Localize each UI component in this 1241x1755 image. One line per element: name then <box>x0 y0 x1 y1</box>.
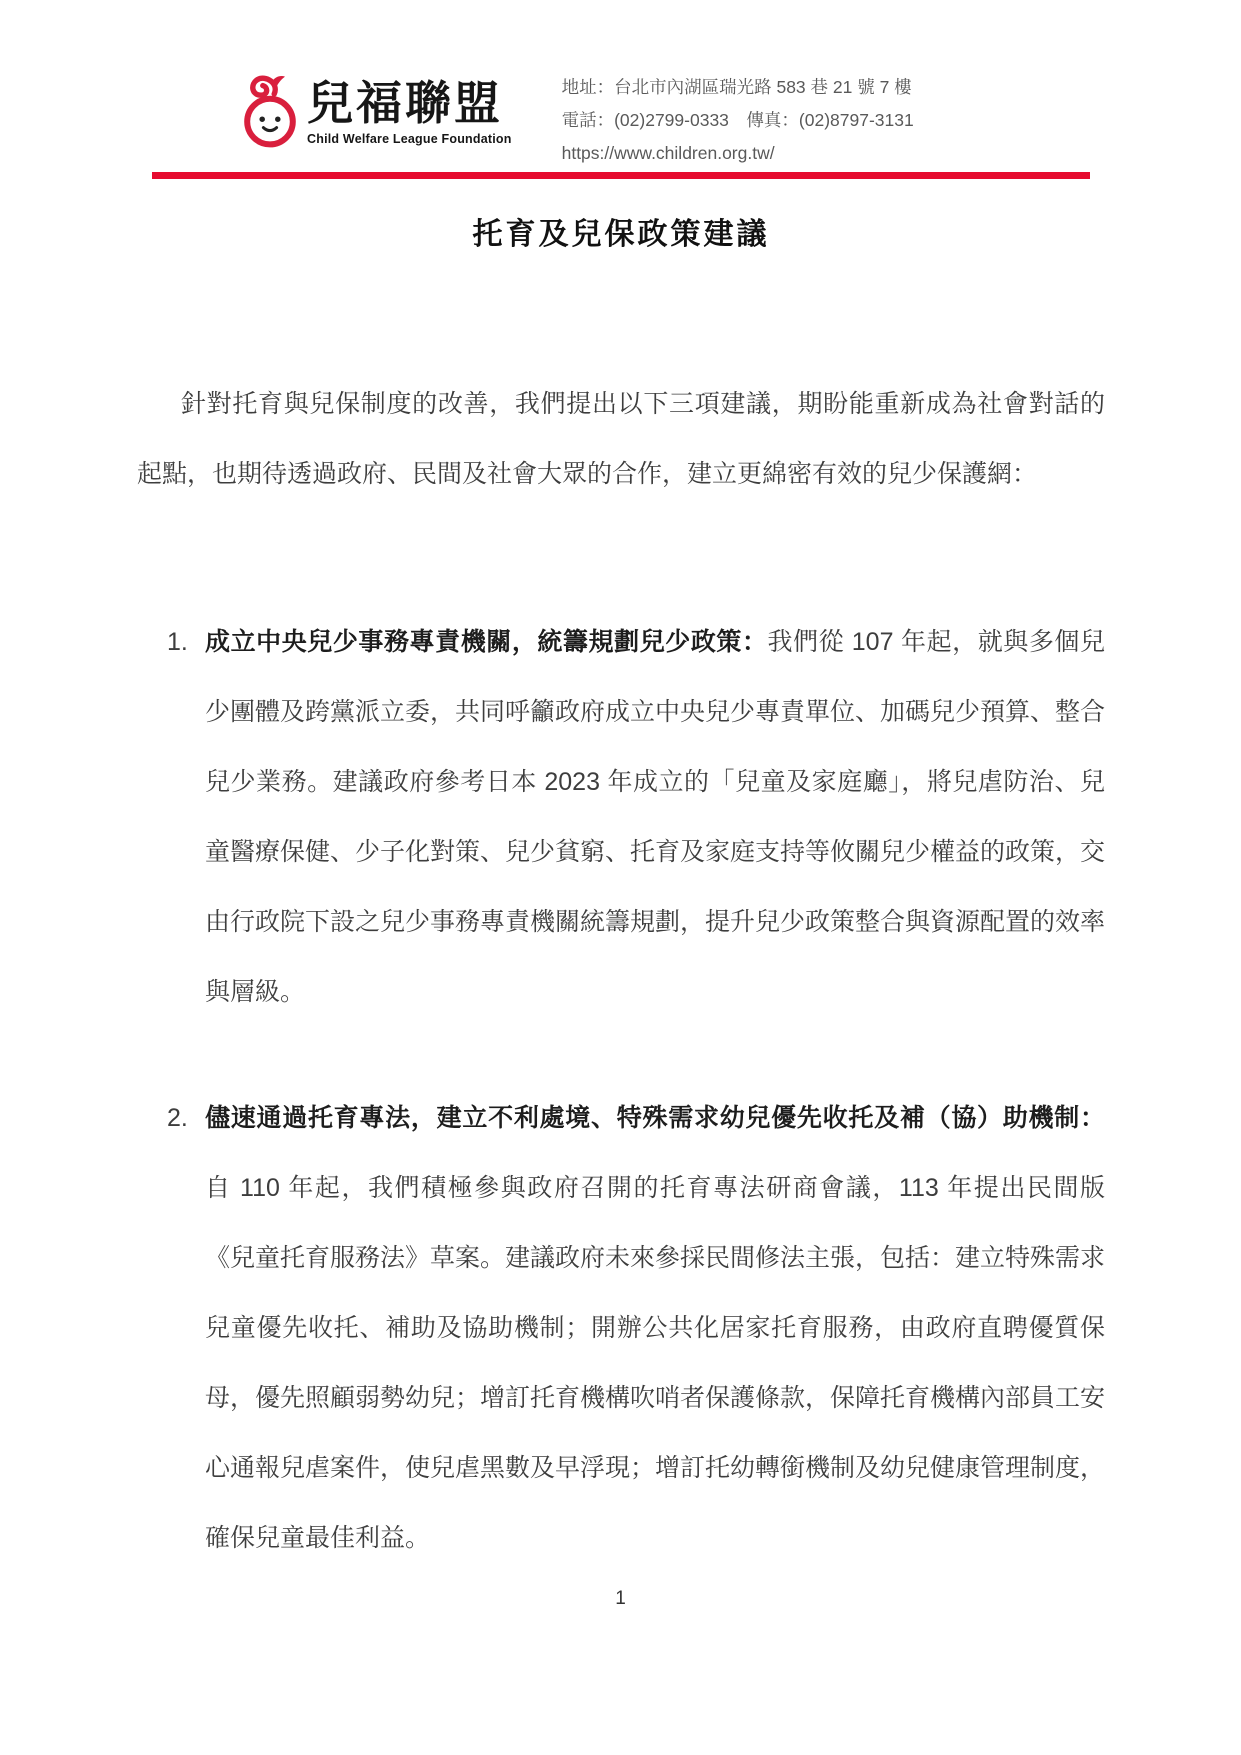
clf-logo <box>237 70 512 154</box>
org-name-zh: 兒福聯盟 <box>307 77 503 130</box>
page-number: 1 <box>615 1588 626 1609</box>
contact-phone-fax: 電話：(02)2799-0333 傳真：(02)8797-3131 <box>561 110 914 130</box>
child-face-logo-icon <box>237 70 303 154</box>
org-name-en: Child Welfare League Foundation <box>307 131 512 146</box>
list-item-number: 2. <box>167 1104 188 1132</box>
list-item <box>137 607 1105 1027</box>
contact-info <box>562 70 914 170</box>
list-item <box>137 1083 1105 1573</box>
contact-address: 地址：台北市內湖區瑞光路 583 巷 21 號 7 樓 <box>561 77 912 97</box>
contact-website: https://www.children.org.tw/ <box>561 143 775 163</box>
list-item-heading: 成立中央兒少事務專責機關，統籌規劃兒少政策： <box>205 628 768 656</box>
list-item-content <box>205 1104 1105 1552</box>
list-item-number: 1. <box>167 628 188 656</box>
list-item-content <box>205 628 1105 1006</box>
intro-paragraph: 針對托育與兒保制度的改善，我們提出以下三項建議，期盼能重新成為社會對話的起點，也期待透過政府、民間及社會大眾的合作，建立更綿密有效的兒少保護網： <box>137 390 1105 488</box>
document-title: 托育及兒保政策建議 <box>472 218 770 251</box>
list-item-body: 自 110 年起，我們積極參與政府召開的托育專法研商會議，113 年提出民間版《兒童托育服務法》草案。建議政府未來參採民間修法主張，包括：建立特殊需求兒童優先收托、補助及協助機制；開辦公共化居家托育服務，由政府直聘優質保母，優先照顧弱勢幼兒；增訂托育機構吹哨者保護條款，保障托育機構內部員工安心通報兒虐案件，使兒虐黑數及早浮現；增訂托幼轉銜機制及幼兒健康管理制度，確保兒童最佳利益。 <box>205 1174 1106 1552</box>
recommendation-list <box>137 607 1105 1573</box>
list-item-heading: 儘速通過托育專法，建立不利處境、特殊需求幼兒優先收托及補（協）助機制： <box>205 1104 1105 1132</box>
letterhead <box>137 70 1105 170</box>
org-name <box>307 78 512 146</box>
header-divider <box>152 172 1090 179</box>
list-item-body: 我們從 107 年起，就與多個兒少團體及跨黨派立委，共同呼籲政府成立中央兒少專責單位、加碼兒少預算、整合兒少業務。建議政府參考日本 2023 年成立的「兒童及家庭廳」，將兒虐防治、兒童醫療保健、少子化對策、兒少貧窮、托育及家庭支持等攸關兒少權益的政策，交由行政院下設之兒少事務專責機關統籌規劃，提升兒少政策整合與資源配置的效率與層級。 <box>205 628 1106 1006</box>
